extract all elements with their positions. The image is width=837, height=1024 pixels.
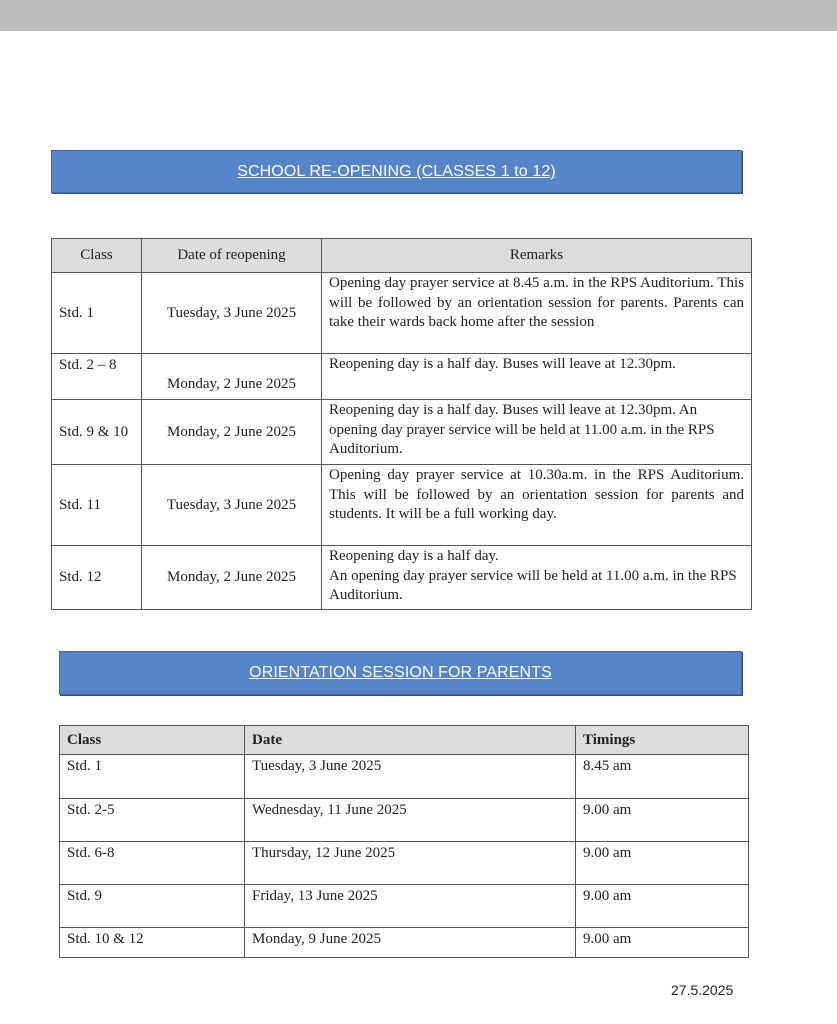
remarks-cell	[322, 546, 752, 610]
date-cell: Monday, 2 June 2025	[142, 354, 322, 400]
column-header-class: Class	[60, 726, 245, 755]
class-cell: Std. 1	[60, 755, 245, 799]
reopening-title: SCHOOL RE-OPENING (CLASSES 1 to 12)	[237, 162, 556, 180]
orientation-table	[59, 725, 749, 958]
column-header-class: Class	[52, 239, 142, 273]
table-header-row	[52, 239, 752, 273]
table-row	[60, 928, 749, 958]
timing-cell: 9.00 am	[576, 928, 749, 958]
table-row	[52, 400, 752, 465]
class-cell: Std. 2-5	[60, 799, 245, 842]
timing-cell: 8.45 am	[576, 755, 749, 799]
class-cell: Std. 10 & 12	[60, 928, 245, 958]
date-cell: Tuesday, 3 June 2025	[245, 755, 576, 799]
class-cell: Std. 11	[52, 465, 142, 546]
timing-cell: 9.00 am	[576, 842, 749, 885]
date-cell: Thursday, 12 June 2025	[245, 842, 576, 885]
date-cell: Monday, 9 June 2025	[245, 928, 576, 958]
date-cell: Monday, 2 June 2025	[142, 400, 322, 465]
timing-cell: 9.00 am	[576, 885, 749, 928]
table-row	[60, 799, 749, 842]
remarks-cell: Opening day prayer service at 10.30a.m. in the RPS Auditorium. This will be followed by an orientation session for parents and students. It will be a full working day.	[322, 465, 752, 546]
orientation-title: ORIENTATION SESSION FOR PARENTS	[249, 664, 552, 681]
class-cell: Std. 9 & 10	[52, 400, 142, 465]
table-row	[60, 755, 749, 799]
table-header-row	[60, 726, 749, 755]
table-row	[52, 465, 752, 546]
reopening-table	[51, 238, 752, 610]
top-bar	[0, 0, 837, 31]
table-row	[60, 842, 749, 885]
remarks-line: An opening day prayer service will be held at 11.00 a.m. in the RPS Auditorium.	[329, 567, 737, 603]
date-cell: Tuesday, 3 June 2025	[142, 273, 322, 354]
timing-cell: 9.00 am	[576, 799, 749, 842]
column-header-date: Date	[245, 726, 576, 755]
date-cell: Friday, 13 June 2025	[245, 885, 576, 928]
remarks-line: Reopening day is a half day.	[329, 548, 499, 564]
class-cell: Std. 12	[52, 546, 142, 610]
column-header-remarks: Remarks	[322, 239, 752, 273]
remarks-cell: Opening day prayer service at 8.45 a.m. in the RPS Auditorium. This will be followed by an orientation session for parents. Parents can take their wards back home after the session	[322, 273, 752, 354]
table-row	[52, 273, 752, 354]
class-cell: Std. 2 – 8	[52, 354, 142, 400]
class-cell: Std. 9	[60, 885, 245, 928]
document-date: 27.5.2025	[671, 982, 734, 998]
remarks-cell: Reopening day is a half day. Buses will leave at 12.30pm.	[322, 354, 752, 400]
table-row	[60, 885, 749, 928]
date-cell: Monday, 2 June 2025	[142, 546, 322, 610]
table-row	[52, 354, 752, 400]
date-cell: Wednesday, 11 June 2025	[245, 799, 576, 842]
table-row	[52, 546, 752, 610]
reopening-banner	[51, 150, 742, 193]
remarks-cell: Reopening day is a half day. Buses will leave at 12.30pm. An opening day prayer service will be held at 11.00 a.m. in the RPS Auditorium.	[322, 400, 752, 465]
class-cell: Std. 6-8	[60, 842, 245, 885]
column-header-timings: Timings	[576, 726, 749, 755]
orientation-banner	[59, 651, 742, 695]
class-cell: Std. 1	[52, 273, 142, 354]
date-cell: Tuesday, 3 June 2025	[142, 465, 322, 546]
column-header-date: Date of reopening	[142, 239, 322, 273]
